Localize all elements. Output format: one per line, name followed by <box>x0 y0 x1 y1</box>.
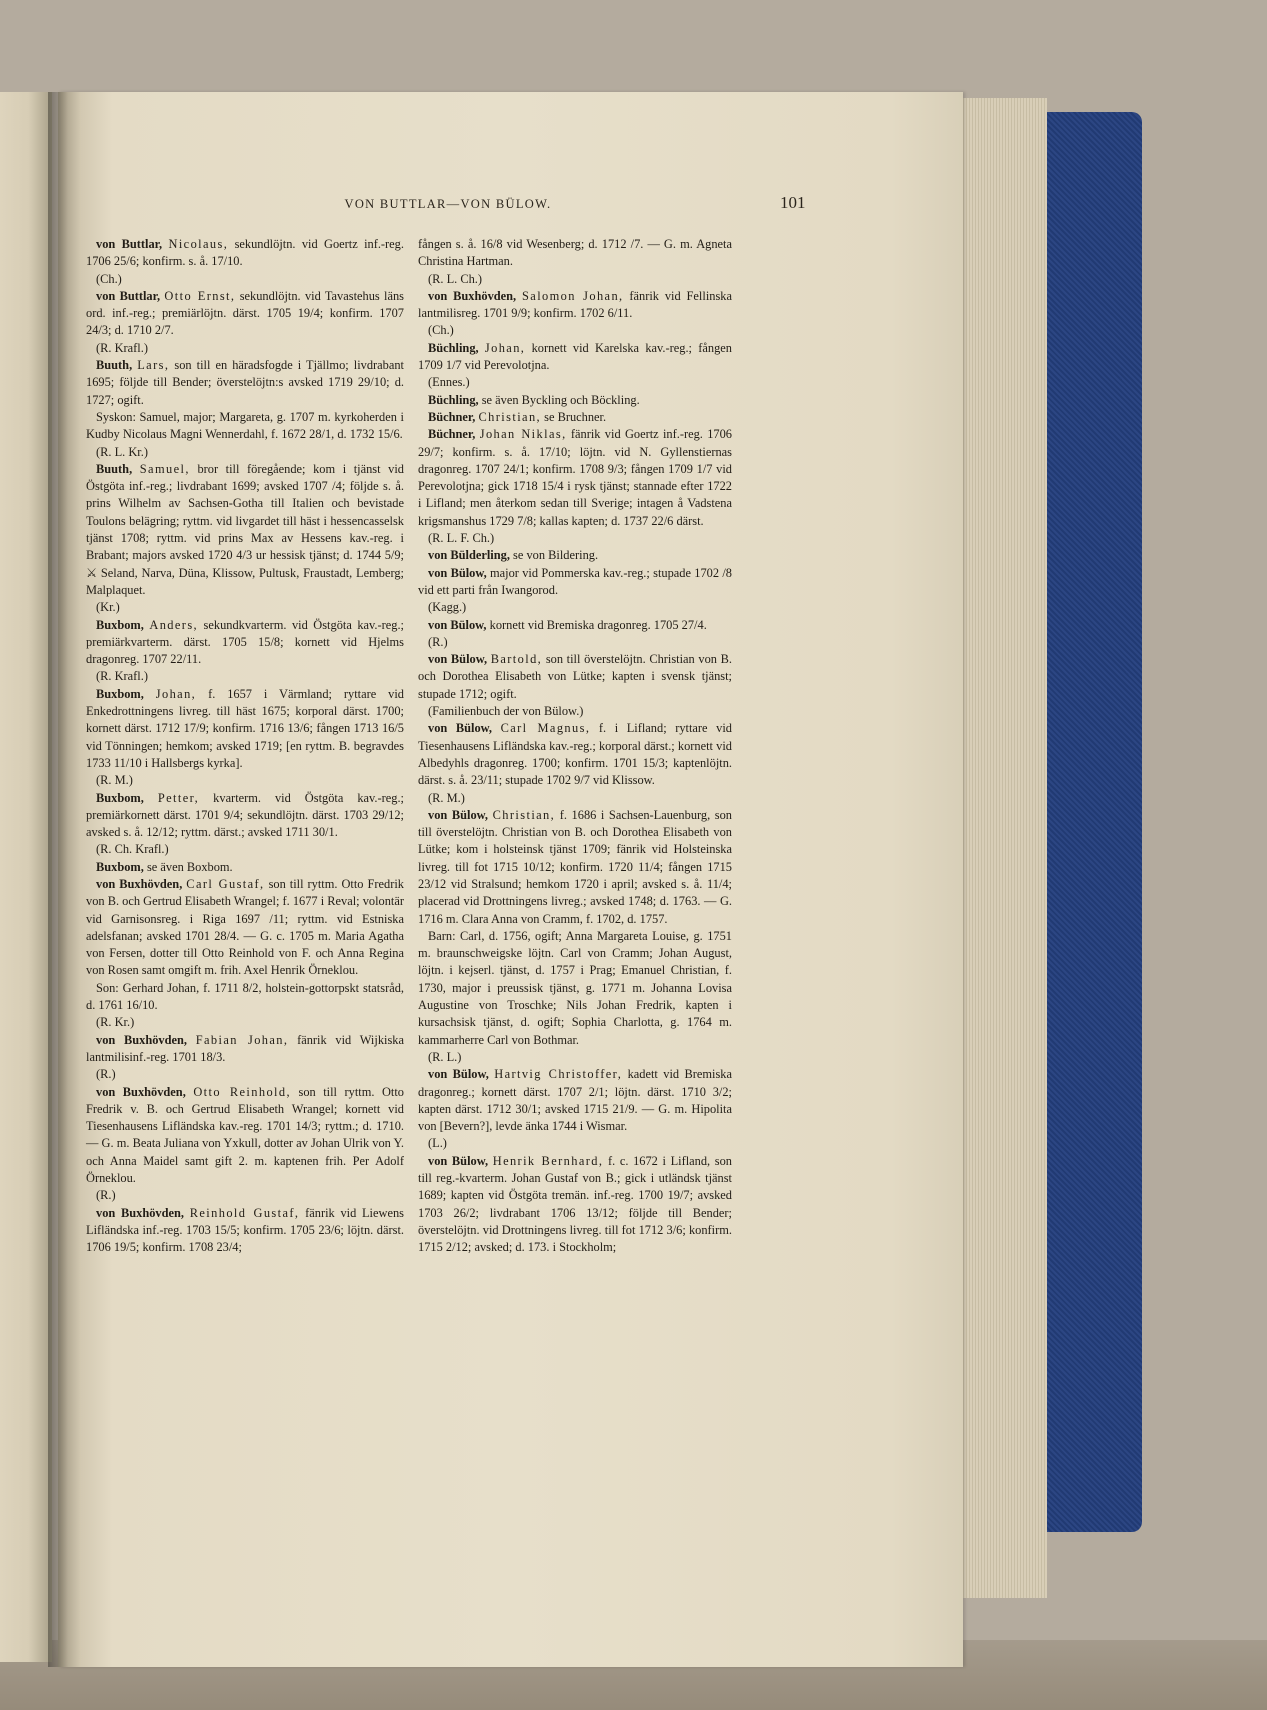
biography-entry <box>418 651 732 703</box>
biography-entry <box>86 357 404 409</box>
entry-surname: Büchling, <box>428 392 479 407</box>
entry-given-name: Johan Niklas, <box>479 427 567 442</box>
entry-given-name: Otto Reinhold, <box>193 1084 291 1099</box>
entry-given-name: Hartvig Christoffer, <box>494 1067 623 1082</box>
entry-surname: von Bülow, <box>428 652 488 667</box>
entry-text: sekundlöjtn. vid Tavastehus läns ord. inf.-reg.; premiärlöjtn. därst. 1705 19/4; konfirm. 1707 24/3; d. 1710 2/7. <box>86 288 404 338</box>
source-reference: (R. M.) <box>428 790 465 805</box>
entry-text: bror till föregående; kom i tjänst vid Östgöta inf.-reg.; livdrabant 1699; avsked 1707 /4; följde s. å. prins Wilhelm av Sachsen-Gotha till Italien och bevistade Toulons belägring; ryttm. vid livgardet till häst i hessencasselsk tjänst 1708; ryttm. vid prins Max av Hessens kav.-reg. i Brabant; majors avsked 1720 4/3 ur hessisk tjänst; d. 1744 5/9; ⚔ Seland, Narva, Düna, Klissow, Pultusk, Fraustadt, Lemberg; Malplaquet. <box>86 461 404 597</box>
family-note: Syskon: Samuel, major; Margareta, g. 1707 m. kyrkoherden i Kudby Nicolaus Magni Wennerdahl, f. 1672 28/1, d. 1732 15/6. <box>86 409 404 442</box>
biography-entry <box>86 288 404 340</box>
entry-given-name: Nicolaus, <box>168 237 229 251</box>
entry-given-name: Otto Ernst, <box>164 288 236 303</box>
biography-entry <box>86 876 404 980</box>
entry-text: son till ryttm. Otto Fredrik von B. och Gertrud Elisabeth Wrangel; f. 1677 i Reval; volontär vid Garnisonsreg. i Riga 1697 /11; ryttm. vid Estniska adelsfanan; avsked 1701 28/4. — G. c. 1705 m. Maria Agatha von Fersen, dotter till Otto Reinhold von F. och Anna Regina von Rosen samt omgift m. frih. Axel Henrik Örneklou. <box>86 876 404 978</box>
biography-entry <box>86 1084 404 1188</box>
page-edges <box>955 98 1047 1598</box>
entry-surname: von Buxhövden, <box>96 876 183 891</box>
entry-given-name: Fabian Johan, <box>195 1032 289 1047</box>
entry-surname: von Buxhövden, <box>96 1032 188 1047</box>
source-reference: (Ch.) <box>428 323 454 338</box>
biography-entry <box>418 1066 732 1135</box>
entry-text: fänrik vid Wijkiska lantmilisinf.-reg. 1701 18/3. <box>86 1032 404 1064</box>
entry-given-name: Reinhold Gustaf, <box>189 1205 300 1220</box>
page-number: 101 <box>780 193 806 212</box>
entry-given-name: Carl Magnus, <box>500 721 591 736</box>
entry-surname: Buxbom, <box>96 617 144 632</box>
biography-entry <box>418 720 732 789</box>
source-reference: (L.) <box>428 1136 447 1151</box>
entry-surname: von Bülow, <box>428 721 493 736</box>
entry-text: se von Bildering. <box>513 548 599 563</box>
biography-entry <box>86 1205 404 1257</box>
entry-text: se även Byckling och Böckling. <box>481 392 640 407</box>
entry-given-name: Petter, <box>157 790 200 805</box>
biography-entry <box>418 392 732 409</box>
entry-surname: von Buxhövden, <box>428 288 517 303</box>
entry-surname: von Bülow, <box>428 1153 489 1168</box>
entry-given-name: Bartold, <box>490 652 543 667</box>
source-reference: (R. L. Ch.) <box>428 271 483 286</box>
source-reference: (R. L.) <box>428 1049 462 1064</box>
entry-surname: Buuth, <box>96 358 133 373</box>
entry-text: major vid Pommerska kav.-reg.; stupade 1702 /8 vid ett parti från Iwangorod. <box>418 565 732 597</box>
entry-text: se Bruchner. <box>544 409 607 424</box>
entry-surname: von Buttlar, <box>96 237 163 251</box>
entry-surname: Buxbom, <box>96 790 144 805</box>
entry-given-name: Lars, <box>137 358 170 373</box>
entry-given-name: Anders, <box>149 617 199 632</box>
left-page-edge <box>0 92 52 1662</box>
entry-given-name: Carl Gustaf, <box>186 876 265 891</box>
entry-given-name: Samuel, <box>139 461 190 476</box>
entry-given-name: Johan, <box>155 686 197 701</box>
source-reference: (Ennes.) <box>428 375 470 390</box>
entry-surname: Büchner, <box>428 427 476 442</box>
entry-given-name: Christian, <box>478 409 542 424</box>
biography-entry <box>418 807 732 928</box>
biography-entry <box>86 790 404 842</box>
biography-entry <box>418 547 732 564</box>
entry-text: fänrik vid Goertz inf.-reg. 1706 29/7; konfirm. s. å. 17/10; löjtn. vid N. Gyllenstiernas dragonreg. 1707 24/1; konfirm. 1708 9/3; fången 1709 1/7 vid Perevolotjna; gick 1718 15/4 i rysk tjänst; stannade efter 1722 i Lifland; men återkom sedan till Sverige; intagen å Vadstena krigsmanshus 1729 7/8; kallas kapten; d. 1737 22/6 därst. <box>418 427 732 528</box>
entry-surname: von Bülow, <box>428 565 487 580</box>
entry-text: f. 1657 i Värmland; ryttare vid Enkedrottningens livreg. till häst 1675; korporal därst. 1700; kornett därst. 1712 17/9; konfirm. 1716 13/6; fången 1713 16/5 vid Tönningen; hemkom; avsked 1719; [en ryttm. B. begravdes 1733 11/10 i Hallsbergs kyrka]. <box>86 686 404 770</box>
entry-text: f. i Lifland; ryttare vid Tiesenhausens Lifländska kav.-reg.; korporal därst.; kornett vid Albedyhls dragonreg. 1700; konfirm. 1701 15/3; kaptenlöjtn. därst. s. å. 23/11; stupade 1702 9/7 vid Klissow. <box>418 721 732 788</box>
entry-surname: von Bülderling, <box>428 548 510 563</box>
biography-entry <box>86 236 404 271</box>
source-reference: (R. L. F. Ch.) <box>428 531 495 546</box>
source-reference: (R. Krafl.) <box>96 669 148 684</box>
entry-text: son till överstelöjtn. Christian von B. och Dorothea Elisabeth von Lütke; kapten i svensk tjänst; stupade 1712; ogift. <box>418 652 732 701</box>
source-reference: (R.) <box>96 1188 116 1203</box>
entry-text: se även Boxbom. <box>146 859 233 874</box>
entry-surname: von Bülow, <box>428 617 487 632</box>
entry-surname: von Bülow, <box>428 1067 489 1082</box>
source-reference: (R. Krafl.) <box>96 340 148 355</box>
biography-entry <box>418 1153 732 1257</box>
family-note: Son: Gerhard Johan, f. 1711 8/2, holstein-gottorpskt statsråd, d. 1761 16/10. <box>86 980 404 1013</box>
entry-text: son till ryttm. Otto Fredrik v. B. och Gertrud Elisabeth Wrangel; kornett vid Tiesenhausens Lifländska kav.-reg. 1701 14/3; ryttm.; d. 1710. — G. m. Beata Juliana von Yxkull, dotter av Johan Ulrik von Y. och Anna Maidel samt gift 2. m. kaptenen frih. Per Adolf Örneklou. <box>86 1084 404 1186</box>
biography-entry <box>418 409 732 426</box>
entry-surname: Buxbom, <box>96 859 144 874</box>
entry-text: f. c. 1672 i Lifland, son till reg.-kvarterm. Johan Gustaf von B.; gick i utländsk tjänst 1689; kapten vid Östgöta tremän. inf.-reg. 1700 19/7; avsked 1703 26/2; livdrabant 1706 13/12; följde till Bender; överstelöjtn. vid Drottningens livreg. till fot 1712 3/6; konfirm. 1715 2/12; avsked; d. 173. i Stockholm; <box>418 1153 732 1255</box>
running-head: VON BUTTLAR—VON BÜLOW. <box>344 197 552 211</box>
source-reference: (R. Kr.) <box>96 1015 135 1030</box>
source-reference: (R.) <box>96 1067 116 1082</box>
biography-entry <box>86 859 404 876</box>
entry-given-name: Johan, <box>484 340 526 355</box>
entry-text: sekundlöjtn. vid Goertz inf.-reg. 1706 25/6; konfirm. s. å. 17/10. <box>86 237 404 269</box>
family-note: Barn: Carl, d. 1756, ogift; Anna Margareta Louise, g. 1751 m. braunschweigske löjtn. Carl von Cramm; Johan August, löjtn. i kejserl. tjänst, d. 1757 i Prag; Emanuel Christian, f. 1730, major i preussisk tjänst, g. 1771 m. Johanna Lovisa Augustine von Troschke; Nils Johan Fredrik, kapten i kursachsisk tjänst, d. ogift; Sophia Charlotta, g. 1764 m. kammarherre Carl von Bothmar. <box>418 928 732 1047</box>
entry-text: f. 1686 i Sachsen-Lauenburg, son till överstelöjtn. Christian von B. och Dorothea Elisabeth von Lütke; kom i holsteinsk tjänst 1709; fänrik vid Holsteinska livreg. till fot 1715 10/12; konfirm. 1720 11/4; fången 1715 23/12 vid Stralsund; hemkom 1720 i april; avsked s. å. 11/4; placerad vid Drottningens livreg.; avsked 1748; d. 1763. — G. 1716 m. Clara Anna von Cramm, f. 1702, d. 1757. <box>418 807 733 926</box>
biography-entry <box>86 461 404 599</box>
source-reference: (R. Ch. Krafl.) <box>96 842 169 857</box>
gutter-shadow <box>48 92 68 1667</box>
entry-text: fänrik vid Liewens Lifländska inf.-reg. 1703 15/5; konfirm. 1705 23/6; löjtn. därst. 1706 19/5; konfirm. 1708 23/4; <box>86 1205 404 1255</box>
entry-surname: Büchling, <box>428 340 479 355</box>
biography-entry <box>418 288 732 323</box>
biography-entry <box>86 617 404 669</box>
source-reference: (Kr.) <box>96 600 120 615</box>
entry-surname: von Bülow, <box>428 807 489 822</box>
continued-text: fången s. å. 16/8 vid Wesenberg; d. 1712 /7. — G. m. Agneta Christina Hartman. <box>418 237 732 269</box>
entry-surname: Büchner, <box>428 409 476 424</box>
entry-text: sekundkvarterm. vid Östgöta kav.-reg.; premiärkvarterm. därst. 1705 15/8; kornett vid Hjelms dragonreg. 1707 22/11. <box>86 617 404 667</box>
source-reference: (Familienbuch der von Bülow.) <box>428 704 584 719</box>
biography-entry <box>418 340 732 375</box>
right-text-column <box>418 236 732 1257</box>
biography-entry <box>86 686 404 772</box>
source-reference: (Ch.) <box>96 271 122 286</box>
biography-entry <box>418 617 732 634</box>
entry-text: son till en häradsfogde i Tjällmo; livdrabant 1695; följde till Bender; överstelöjtn:s avsked 1719 29/10; d. 1727; ogift. <box>86 358 404 407</box>
source-reference: (R. M.) <box>96 773 133 788</box>
entry-surname: von Buttlar, <box>96 288 161 303</box>
entry-text: fänrik vid Fellinska lantmilisreg. 1701 9/9; konfirm. 1702 6/11. <box>418 288 732 321</box>
entry-text: kornett vid Karelska kav.-reg.; fången 1709 1/7 vid Perevolotjna. <box>418 340 732 373</box>
entry-given-name: Christian, <box>492 807 556 822</box>
entry-text: kadett vid Bremiska dragonreg.; kornett därst. 1707 2/1; löjtn. därst. 1710 3/2; kapten därst. 1712 30/1; avsked 1715 21/9. — G. m. Hipolita von [Bevern?], levde änka 1744 i Wismar. <box>418 1067 732 1134</box>
source-reference: (R. L. Kr.) <box>96 444 148 459</box>
source-reference: (R.) <box>428 634 448 649</box>
entry-given-name: Salomon Johan, <box>522 288 624 303</box>
source-reference: (Kagg.) <box>428 600 467 615</box>
biography-entry <box>418 565 732 600</box>
entry-surname: von Buxhövden, <box>96 1205 185 1220</box>
entry-surname: von Buxhövden, <box>96 1084 186 1099</box>
biography-entry <box>86 1032 404 1067</box>
left-text-column <box>86 236 404 1257</box>
entry-surname: Buuth, <box>96 461 133 476</box>
entry-text: kornett vid Bremiska dragonreg. 1705 27/4. <box>489 617 707 632</box>
entry-given-name: Henrik Bernhard, <box>492 1153 604 1168</box>
entry-text: kvarterm. vid Östgöta kav.-reg.; premiärkornett därst. 1701 9/4; sekundlöjtn. därst. 1703 29/12; avsked s. å. 12/12; ryttm. därst.; avsked 1711 30/1. <box>86 790 404 840</box>
biography-entry <box>418 426 732 530</box>
entry-surname: Buxbom, <box>96 686 144 701</box>
